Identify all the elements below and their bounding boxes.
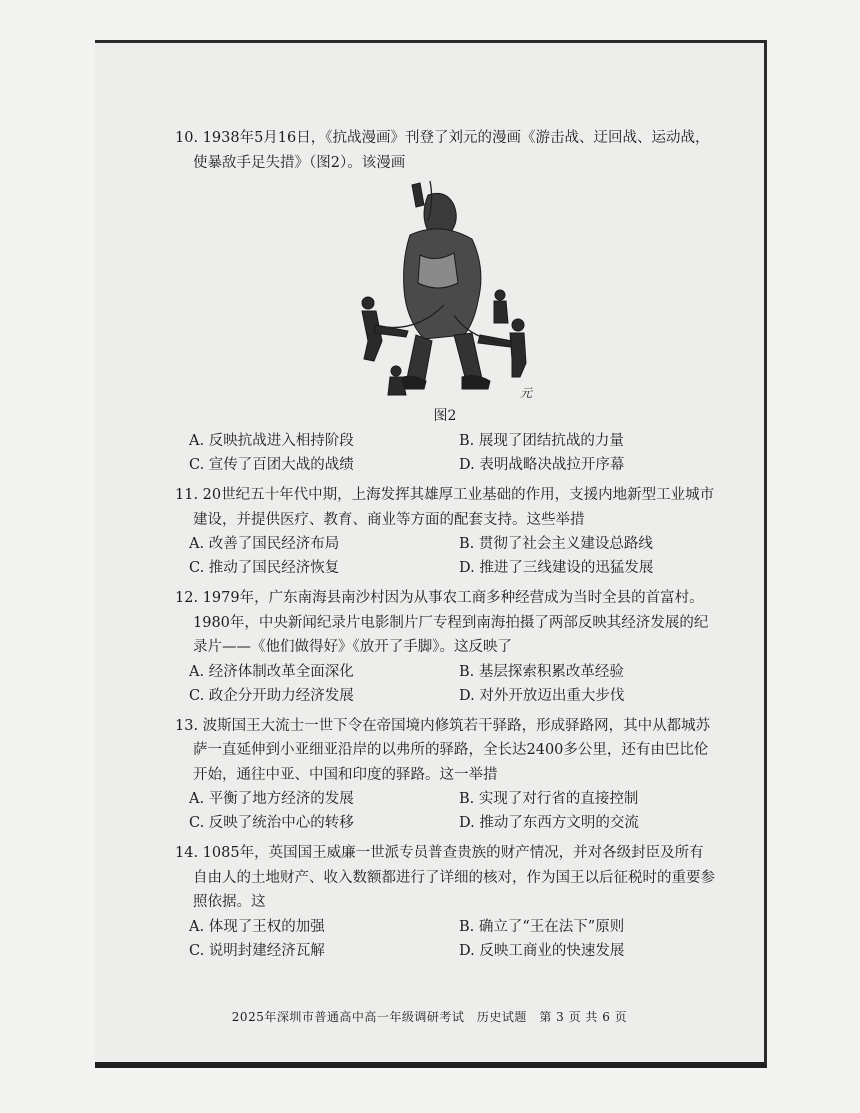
- option-b: B. 基层探索积累改革经验: [459, 663, 624, 680]
- option-b: B. 实现了对行省的直接控制: [459, 791, 639, 807]
- question-text: 12. 1979年，广东南海县南沙村因为从事农工商多种经营成为当时全县的首富村。1980年，中央新闻纪录片电影制片厂专程到南海拍摄了两部反映其经济发展的纪录片——《他们做得好》《放开了手脚》。这反映了: [175, 590, 709, 655]
- option-d: D. 表明战略决战拉开序幕: [459, 457, 625, 473]
- exam-page: [95, 40, 767, 1068]
- options: [189, 915, 715, 963]
- option-d: D. 推动了东西方文明的交流: [459, 815, 639, 831]
- question-13: [175, 714, 715, 836]
- figure-caption: 图2: [433, 408, 457, 424]
- options: [189, 429, 715, 477]
- option-b: B. 贯彻了社会主义建设总路线: [459, 536, 653, 552]
- question-14: [175, 841, 715, 963]
- option-c: C. 说明封建经济瓦解: [189, 942, 325, 959]
- options: [189, 532, 715, 580]
- option-c: C. 反映了统治中心的转移: [189, 815, 354, 831]
- question-11: [175, 483, 715, 580]
- option-a: A. 体现了王权的加强: [189, 918, 325, 935]
- question-text: 13. 波斯国王大流士一世下令在帝国境内修筑若干驿路，形成驿路网，其中从都城苏萨一直延伸到小亚细亚沿岸的以弗所的驿路，全长达2400多公里，还有由巴比伦开始，通往中亚、中国和印度的驿路。这一举措: [175, 717, 711, 783]
- option-d: D. 反映工商业的快速发展: [459, 942, 625, 959]
- page-footer: 2025年深圳市普通高中高一年级调研考试 历史试题 第 3 页 共 6 页: [231, 1010, 628, 1024]
- options: [189, 660, 715, 708]
- option-d: D. 对外开放迈出重大步伐: [459, 687, 625, 704]
- option-c: C. 宣传了百团大战的战绩: [189, 457, 354, 473]
- cartoon-illustration: [350, 175, 540, 403]
- option-a: A. 改善了国民经济布局: [189, 536, 340, 552]
- question-text: 11. 20世纪五十年代中期，上海发挥其雄厚工业基础的作用，支援内地新型工业城市建设，并提供医疗、教育、商业等方面的配套支持。这些举措: [175, 487, 715, 528]
- cartoon-signature: 元: [520, 386, 533, 400]
- option-a: A. 平衡了地方经济的发展: [189, 791, 354, 807]
- page-content: [175, 126, 715, 963]
- options: [189, 787, 715, 835]
- question-12: [175, 586, 715, 708]
- question-text: 10. 1938年5月16日，《抗战漫画》刊登了刘元的漫画《游击战、迂回战、运动战，使暴敌手足失措》（图2）。该漫画: [175, 130, 710, 171]
- cartoon-figure: [350, 175, 540, 425]
- option-b: B. 展现了团结抗战的力量: [459, 433, 624, 449]
- option-a: A. 经济体制改革全面深化: [189, 663, 354, 680]
- option-d: D. 推进了三线建设的迅猛发展: [459, 560, 654, 576]
- option-b: B. 确立了“王在法下”原则: [459, 918, 625, 935]
- question-text: 14. 1085年，英国国王威廉一世派专员普查贵族的财产情况，并对各级封臣及所有自由人的土地财产、收入数额都进行了详细的核对，作为国王以后征税时的重要参照依据。这: [175, 845, 715, 910]
- option-c: C. 政企分开助力经济发展: [189, 687, 354, 704]
- option-c: C. 推动了国民经济恢复: [189, 560, 340, 576]
- option-a: A. 反映抗战进入相持阶段: [189, 433, 354, 449]
- question-10: [175, 126, 715, 477]
